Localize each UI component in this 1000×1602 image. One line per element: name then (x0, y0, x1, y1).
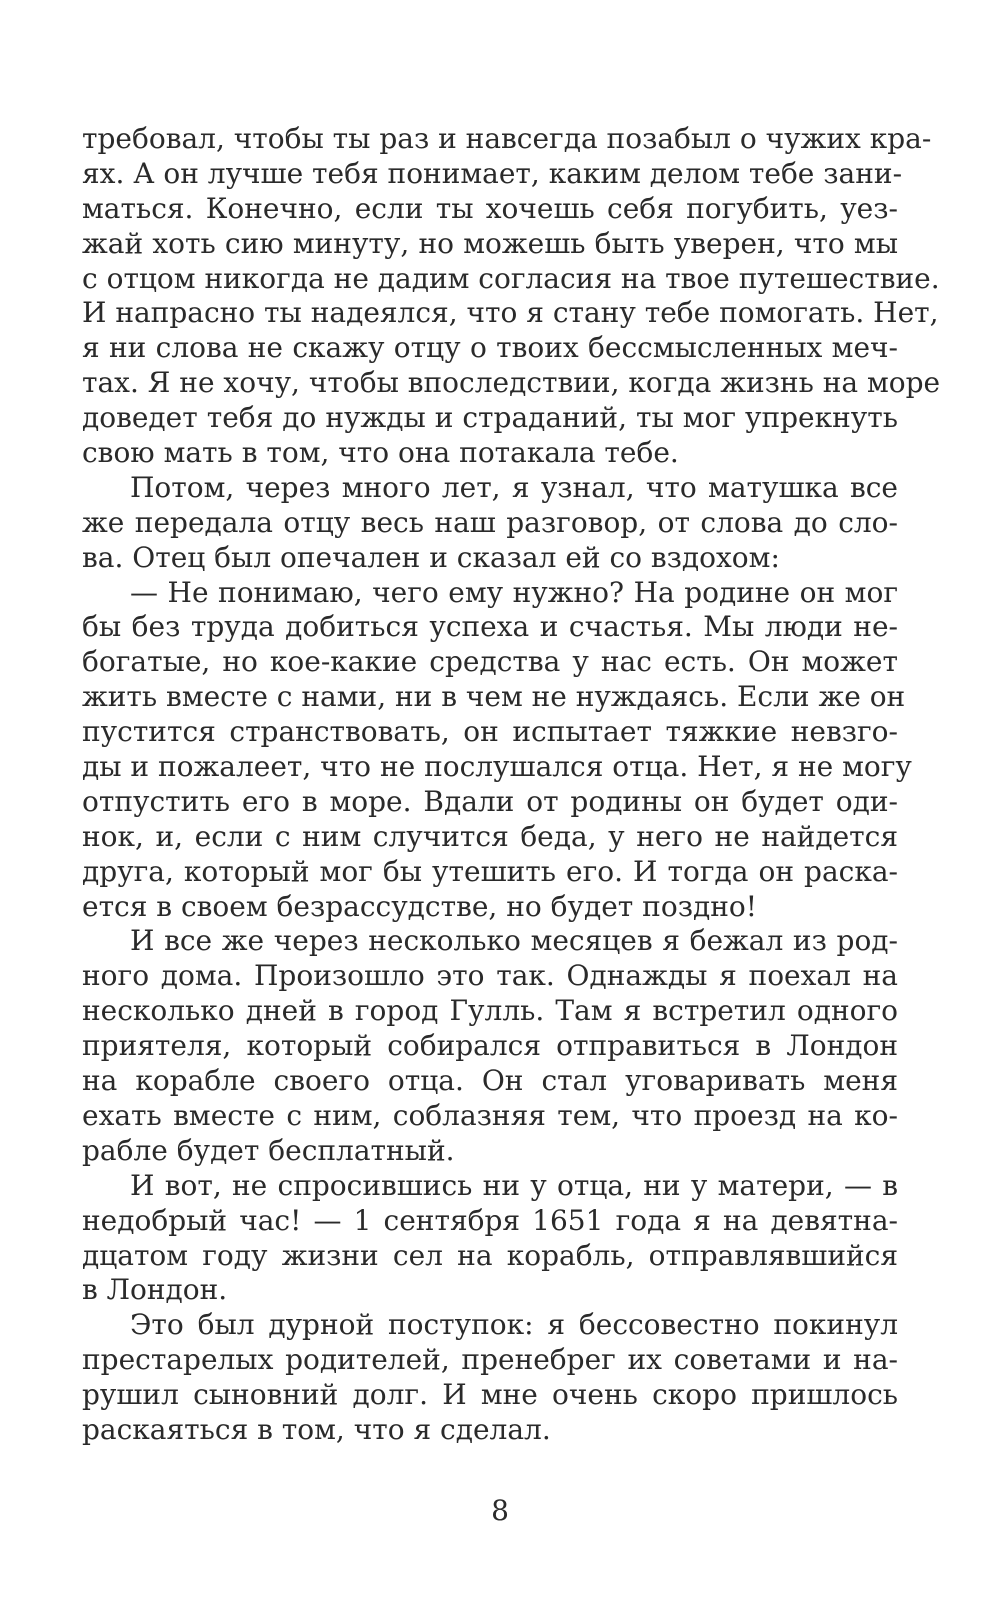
paragraph-end-line: ва. Отец был опечален и сказал ей со вздохом: (82, 540, 780, 574)
text-line: приятеля, который собирался отправиться в Лондон (82, 1029, 898, 1063)
paragraph-end-line: рабле будет бесплатный. (82, 1133, 455, 1167)
text-line: друга, который мог бы утешить его. И тогда он раска- (82, 854, 898, 888)
text-line: я ни слова не скажу отцу о твоих бессмысленных меч- (82, 331, 898, 365)
text-line: отпустить его в море. Вдали от родины он будет оди- (82, 784, 898, 818)
paragraph-start-line: Потом, через много лет, я узнал, что матушка все (130, 470, 898, 504)
text-line: пустится странствовать, он испытает тяжкие невзго- (82, 715, 898, 749)
page-number: 8 (491, 1494, 509, 1527)
text-line: И напрасно ты надеялся, что я стану тебе помогать. Нет, (82, 296, 939, 330)
text-line: бы без труда добиться успеха и счастья. Мы люди не- (82, 610, 898, 644)
text-line: ного дома. Произошло это так. Однажды я поехал на (82, 959, 898, 993)
text-line: жить вместе с нами, ни в чем не нуждаясь. Если же он (82, 680, 906, 714)
text-line: на корабле своего отца. Он стал уговаривать меня (82, 1064, 898, 1098)
paragraph-end-line: раскаяться в том, что я сделал. (82, 1412, 551, 1446)
body-text (82, 122, 941, 1448)
text-line: ды и пожалеет, что не послушался отца. Нет, я не могу (82, 750, 912, 784)
paragraph-start-line: — Не понимаю, чего ему нужно? На родине он мог (130, 575, 898, 609)
text-line: доведет тебя до нужды и страданий, ты мог упрекнуть (82, 401, 898, 435)
text-line: богатые, но кое-какие средства у нас есть. Он может (82, 645, 898, 679)
paragraph-start-line: Это был дурной поступок: я бессовестно покинул (130, 1308, 898, 1342)
text-line: несколько дней в город Гулль. Там я встретил одного (82, 994, 898, 1028)
paragraph-end-line: свою мать в том, что она потакала тебе. (82, 436, 679, 470)
text-line: тах. Я не хочу, чтобы впоследствии, когда жизнь на море (82, 366, 941, 400)
text-line: же передала отцу весь наш разговор, от слова до сло- (82, 505, 898, 539)
text-line: ехать вместе с ним, соблазняя тем, что проезд на ко- (82, 1098, 898, 1132)
text-line: престарелых родителей, пренебрег их советами и на- (82, 1343, 898, 1377)
text-line: нок, и, если с ним случится беда, у него не найдется (82, 819, 898, 853)
text-line: рушил сыновний долг. И мне очень скоро пришлось (82, 1378, 898, 1412)
paragraph-end-line: ется в своем безрассудстве, но будет поздно! (82, 889, 757, 923)
text-line: жай хоть сию минуту, но можешь быть уверен, что мы (82, 226, 898, 260)
paragraph-start-line: И все же через несколько месяцев я бежал из род- (130, 924, 898, 958)
paragraph-start-line: И вот, не спросившись ни у отца, ни у матери, — в (130, 1168, 898, 1202)
text-line: ях. А он лучше тебя понимает, каким делом тебе зани- (82, 156, 903, 190)
text-line: маться. Конечно, если ты хочешь себя погубить, уез- (82, 191, 898, 225)
text-line: с отцом никогда не дадим согласия на твое путешествие. (82, 261, 940, 295)
text-line: дцатом году жизни сел на корабль, отправлявшийся (82, 1238, 898, 1272)
text-line: недобрый час! — 1 сентября 1651 года я на девятна- (82, 1203, 898, 1237)
text-line: требовал, чтобы ты раз и навсегда позабыл о чужих кра- (82, 122, 932, 155)
paragraph-end-line: в Лондон. (82, 1273, 228, 1307)
